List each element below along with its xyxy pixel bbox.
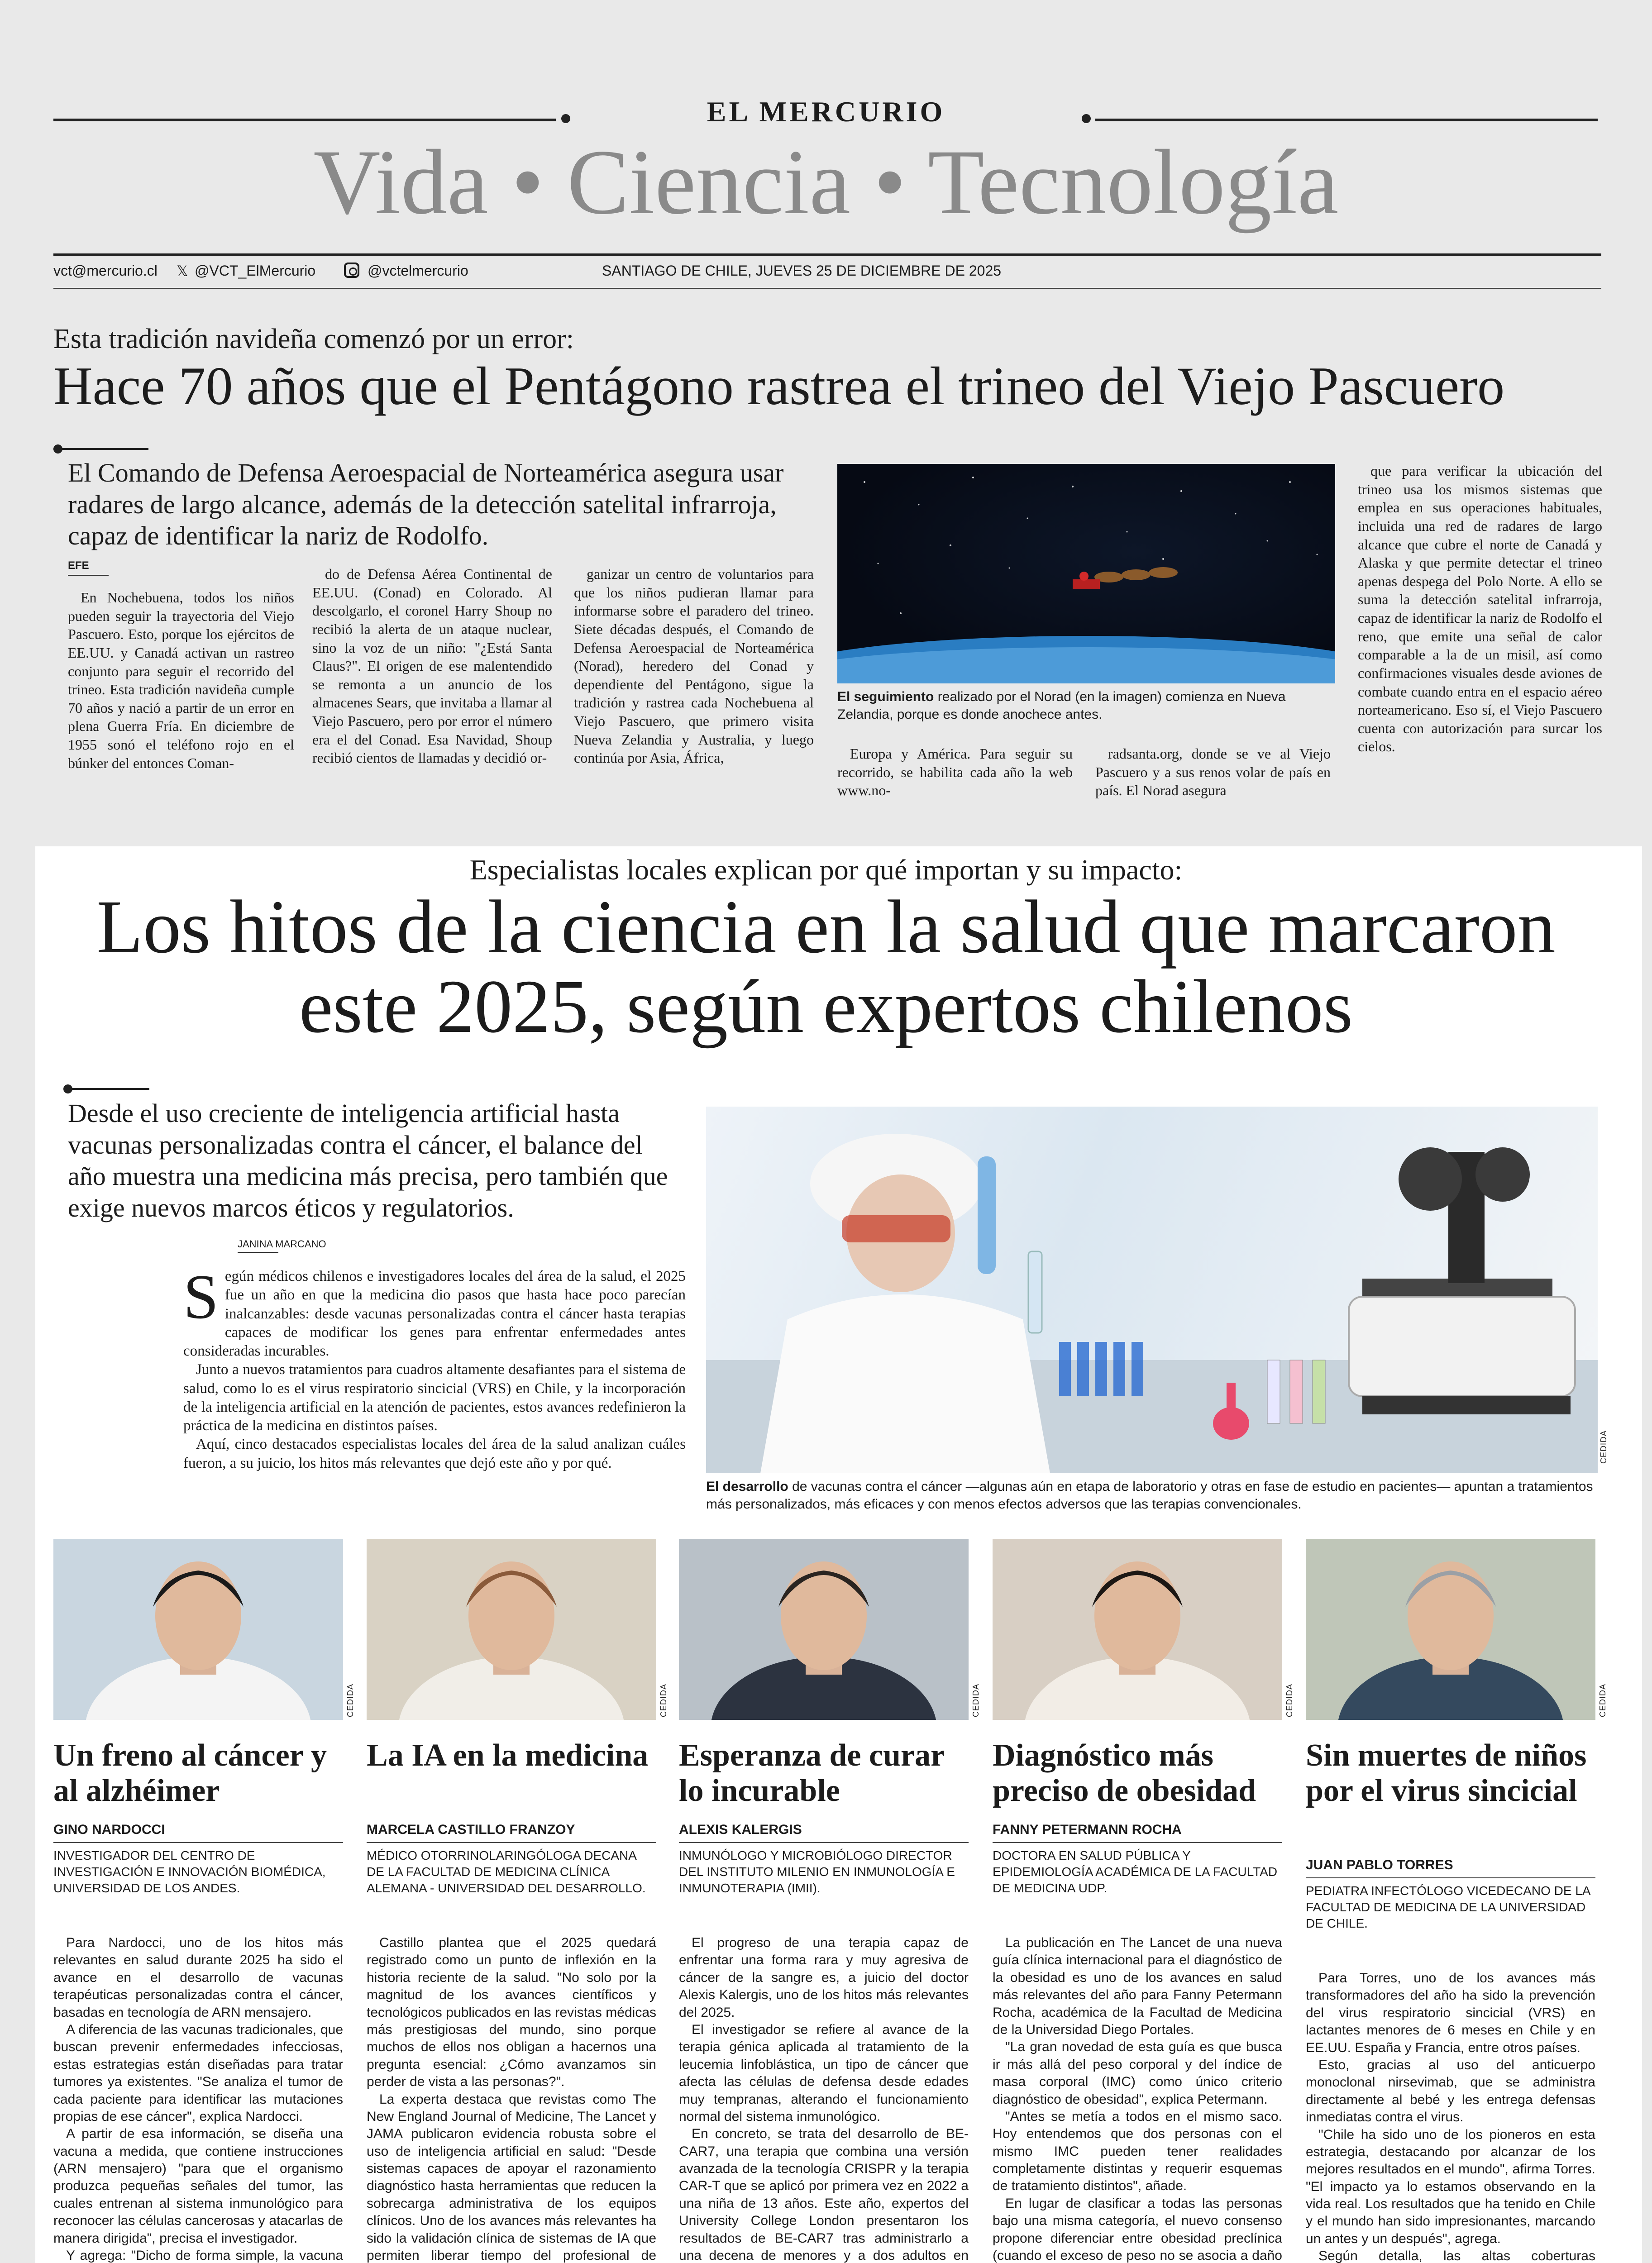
story2-lead: Desde el uso creciente de inteligencia artificial hasta vacunas personalizadas contra el cáncer, el balance del año muestra una medicina más precisa, pero también que exige nuevos marcos éticos y regulatorios.	[68, 1098, 668, 1222]
contact-email[interactable]: vct@mercurio.cl	[53, 263, 158, 279]
expert-paragraph: Según detalla, las altas coberturas	[1318, 2249, 1595, 2263]
expert-paragraph: En lugar de clasificar a todas las personas bajo una misma categoría, el nuevo consenso propone diferenciar entre obesidad preclínica (cuando el exceso de peso no se asocia a daño	[993, 2196, 1282, 2263]
story1-col6-text: que para verificar la ubicación del trineo usa los mismos sistemas que emplea en sus operaciones habituales, incluida una red de radares de largo alcance que cubre el norte de Canadá y Alaska y que permite detectar el trineo apenas despega del Polo Norte. A ello se suma la detección satelital infrarroja, capaz de identificar la nariz de Rodolfo el reno, que emite una señal de calor comparable a la de un misil, así como confirmaciones visuales desde aviones de combate cuando entra en el espacio aéreo norteamericano. Eso sí, el Viejo Pascuero cuenta con autorización para surcar los cielos.	[1358, 463, 1602, 755]
masthead-rule-left	[53, 119, 556, 121]
story1-col3-text: ganizar un centro de voluntarios para que los niños pudieran llamar para informarse sobre el paradero del trineo. Siete décadas después, el Comando de Defensa Aeroespacial de Norteamérica (Norad), heredero del Conad y dependiente del Pentágono, sigue la tradición y rastrea cada Nochebuena al Viejo Pascuero, que primero visita Nueva Zelandia y Australia, y luego continúa por Asia, África,	[574, 566, 814, 766]
expert-paragraph: Para Torres, uno de los avances más transformadores del año ha sido la prevención del virus respiratorio sincicial (VRS) en lactantes menores de 6 meses en Chile y en EE.UU. España y Francia, entre otros países.	[1306, 1971, 1595, 2055]
expert-paragraph: "La gran novedad de esta guía es que busca ir más allá del peso corporal y del índice de masa corporal (IMC) como único criterio diagnóstico de obesidad", explica Petermann.	[993, 2039, 1282, 2107]
caption2-text: de vacunas contra el cáncer —algunas aún en etapa de laboratorio y otras en fase de estudio en pacientes— apuntan a tratamientos más personalizados, más eficaces y con menos efectos adversos que las terapias convencionales.	[706, 1479, 1593, 1512]
expert-photo	[367, 1539, 656, 1720]
newspaper-name: EL MERCURIO	[707, 95, 945, 128]
expert-portrait	[53, 1539, 343, 1720]
expert-name-rule	[679, 1842, 969, 1843]
story1-lead: El Comando de Defensa Aeroespacial de Norteamérica asegura usar radares de largo alcance, además de la detección satelital infrarroja, capaz de identificar la nariz de Rodolfo.	[68, 458, 784, 551]
expert-headline: Diagnóstico más preciso de obesidad	[993, 1738, 1256, 1809]
ig-handle[interactable]: @vctelmercurio	[368, 263, 468, 279]
intro-p2: Junto a nuevos tratamientos para cuadros altamente desafiantes para el sistema de salud, como lo es el virus respiratorio sincicial (VRS) en Chile, y la incorporación de la inteligencia artificial en la atención de pacientes, estos avances redefinieron la práctica de la medicina en distintos países.	[183, 1361, 686, 1434]
story2-byline: JANINA MARCANO	[238, 1238, 326, 1250]
story1-col4	[837, 745, 1073, 800]
expert-name: ALEXIS KALERGIS	[679, 1822, 802, 1837]
caption-text: realizado por el Norad (en la imagen) comienza en Nueva Zelandia, porque es donde anochece antes.	[837, 689, 1286, 722]
story1-col6	[1358, 462, 1602, 756]
caption2-bold: El desarrollo	[706, 1479, 788, 1494]
expert-body	[993, 1934, 1282, 2263]
expert-paragraph: A diferencia de las vacunas tradicionales, que buscan prevenir enfermedades infecciosas, estas estrategias están diseñadas para tratar tumores ya existentes. "Se analiza el tumor de cada paciente para identificar las mutaciones propias de ese cáncer", explica Nardocci.	[53, 2022, 343, 2124]
story1-col2	[312, 565, 552, 767]
expert-photo-credit: CEDIDA	[971, 1684, 980, 1718]
expert-name-rule	[367, 1842, 656, 1843]
intro-p1: egún médicos chilenos e investigadores locales del área de la salud, el 2025 fue un año en que la medicina dio pasos que hasta hace poco parecían inalcanzables: desde vacunas personalizadas contra el cáncer hasta terapias capaces de modificar los genes para enfrentar enfermedades antes consideradas incurables.	[183, 1268, 686, 1359]
caption-bold: El seguimiento	[837, 689, 934, 704]
expert-role: MÉDICO OTORRINOLARINGÓLOGA DECANA DE LA FACULTAD DE MEDICINA CLÍNICA ALEMANA - UNIVERSIDAD DEL DESARROLLO.	[367, 1848, 646, 1895]
expert-body	[53, 1934, 343, 2263]
expert-name: FANNY PETERMANN ROCHA	[993, 1822, 1182, 1837]
story1-byline: EFE	[68, 559, 89, 572]
expert-name-rule	[1306, 1877, 1595, 1878]
expert-name: JUAN PABLO TORRES	[1306, 1857, 1453, 1872]
lead2-dot	[63, 1084, 72, 1093]
masthead-dot-left	[561, 114, 570, 123]
expert-paragraph: El investigador se refiere al avance de la terapia génica aplicada al tratamiento de la leucemia linfoblástica, un tipo de cáncer que afecta las células de defensa desde edades muy tempranas, alterando el funcionamiento normal del sistema inmunológico.	[679, 2022, 969, 2124]
expert-photo-credit: CEDIDA	[1598, 1684, 1607, 1718]
expert-body	[367, 1934, 656, 2263]
story1-col1-text: En Nochebuena, todos los niños pueden seguir la trayectoria del Viejo Pascuero. Esto, porque los ejércitos de EE.UU. y Canadá activan un rastreo conjunto para seguir el recorrido del trineo. Esta tradición navideña cumple 70 años y nació a partir de un error en plena Guerra Fría. En diciembre de 1955 sonó el teléfono rojo en el búnker del entonces Coman-	[68, 589, 294, 771]
byline-rule	[68, 575, 109, 576]
masthead-dot-right	[1082, 114, 1091, 123]
expert-paragraph: Esto, gracias al uso del anticuerpo monoclonal nirsevimab, que se administra directamente al bebé y les entrega defensas inmediatas contra el virus.	[1306, 2057, 1595, 2125]
story2-photo-caption	[706, 1478, 1598, 1513]
x-handle[interactable]: @VCT_ElMercurio	[195, 263, 316, 279]
story2-intro	[183, 1262, 686, 1473]
expert-photo-credit: CEDIDA	[1285, 1684, 1294, 1718]
lead2-rule	[68, 1088, 149, 1090]
story1-col4-text: Europa y América. Para seguir su recorrido, se habilita cada año la web www.no-	[837, 745, 1073, 799]
story1-col5	[1095, 745, 1331, 800]
expert-portrait	[367, 1539, 656, 1720]
section-title: Vida • Ciencia • Tecnología	[313, 131, 1339, 234]
expert-body	[1306, 1970, 1595, 2263]
expert-name: GINO NARDOCCI	[53, 1822, 165, 1837]
expert-paragraph: La experta destaca que revistas como The New England Journal of Medicine, The Lancet y JAMA publicaron evidencia robusta sobre el uso de inteligencia artificial en salud: "Desde sistemas capaces de apoyar el razonamiento diagnóstico hasta herramientas que reducen la sobrecarga administrativa de los equipos clínicos. Uno de los avances más relevantes ha sido la validación clínica de sistemas de IA que permiten liberar tiempo del profesional de	[367, 2091, 656, 2263]
expert-name-rule	[53, 1842, 343, 1843]
expert-headline: La IA en la medicina	[367, 1738, 649, 1773]
masthead-rule-right	[1095, 119, 1598, 121]
lab-illustration	[706, 1107, 1598, 1473]
topbar-rule-bottom	[53, 288, 1601, 289]
expert-headline: Un freno al cáncer y al alzhéimer	[53, 1738, 327, 1809]
story1-headline: Hace 70 años que el Pentágono rastrea el trineo del Viejo Pascuero	[53, 356, 1505, 416]
lead-rule	[53, 448, 148, 450]
dateline: SANTIAGO DE CHILE, JUEVES 25 DE DICIEMBRE DE 2025	[602, 263, 1002, 279]
x-logo-icon: 𝕏	[177, 263, 188, 279]
expert-portrait	[1306, 1539, 1595, 1720]
story1-col3	[574, 565, 814, 767]
expert-photo	[993, 1539, 1282, 1720]
topbar-rule-top	[53, 253, 1601, 256]
story1-kicker: Esta tradición navideña comenzó por un error:	[53, 324, 574, 354]
expert-photo	[1306, 1539, 1595, 1720]
expert-headline: Esperanza de curar lo incurable	[679, 1738, 944, 1809]
intro-p3: Aquí, cinco destacados especialistas locales del área de la salud analizan cuáles fueron, a su juicio, los hitos más relevantes que dejó este año y por qué.	[183, 1436, 686, 1471]
expert-photo	[679, 1539, 969, 1720]
expert-role: INVESTIGADOR DEL CENTRO DE INVESTIGACIÓN E INNOVACIÓN BIOMÉDICA, UNIVERSIDAD DE LOS ANDES.	[53, 1848, 326, 1895]
expert-name: MARCELA CASTILLO FRANZOY	[367, 1822, 575, 1837]
expert-body	[679, 1934, 969, 2263]
expert-role: PEDIATRA INFECTÓLOGO VICEDECANO DE LA FACULTAD DE MEDICINA DE LA UNIVERSIDAD DE CHILE.	[1306, 1884, 1590, 1930]
drop-cap: S	[183, 1262, 219, 1332]
story1-col1	[68, 588, 294, 772]
expert-paragraph: Y agrega: "Dicho de forma simple, la vacuna	[66, 2248, 343, 2263]
expert-paragraph: El progreso de una terapia capaz de enfrentar una forma rara y muy agresiva de cáncer de la sangre es, a juicio del doctor Alexis Kalergis, uno de los hitos más relevantes del 2025.	[679, 1935, 969, 2020]
expert-paragraph: Castillo plantea que el 2025 quedará registrado como un punto de inflexión en la historia reciente de la salud. "No solo por la magnitud de los avances científicos y tecnológicos publicados en las revistas médicas más prestigiosas del mundo, sino porque muchos de ellos nos obligan a hacernos una pregunta esencial: ¿Cómo avanzamos sin perder de vista a las personas?".	[367, 1935, 656, 2090]
expert-paragraph: Para Nardocci, uno de los hitos más relevantes en salud durante 2025 ha sido el avance en el desarrollo de vacunas terapéuticas personalizadas contra el cáncer, basadas en tecnología de ARN mensajero.	[53, 1935, 343, 2020]
expert-photo-credit: CEDIDA	[659, 1684, 668, 1718]
expert-name-rule	[993, 1842, 1282, 1843]
expert-photo-credit: CEDIDA	[346, 1684, 355, 1718]
expert-portrait	[679, 1539, 969, 1720]
expert-paragraph: En concreto, se trata del desarrollo de BE-CAR7, una terapia que combina una versión avanzada de la tecnología CRISPR y la terapia CAR-T que se aplicó por primera vez en 2022 a una niña de 13 años. Este año, expertos del University College London presentaron los resultados de BE-CAR7 tras administrarlo a una decena de menores y a dos adultos en	[679, 2126, 969, 2263]
expert-paragraph: "Chile ha sido uno de los pioneros en esta estrategia, destacando por alcanzar de los mejores resultados en el mundo", afirma Torres. "El impacto ya lo estamos observando en la vida real. Los resultados que ha tenido en Chile y el mundo han sido impresionantes, marcando un antes y un después", agrega.	[1306, 2127, 1595, 2246]
lab-photo-credit: CEDIDA	[1599, 1430, 1608, 1464]
story2-kicker: Especialistas locales explican por qué importan y su impacto:	[469, 854, 1183, 886]
expert-paragraph: La publicación en The Lancet de una nueva guía clínica internacional para el diagnóstico de la obesidad es uno de los avances en salud más relevantes del año para Fanny Petermann Rocha, académica de la Facultad de Medicina de la Universidad Diego Portales.	[993, 1935, 1282, 2037]
instagram-icon	[344, 263, 359, 278]
expert-role: DOCTORA EN SALUD PÚBLICA Y EPIDEMIOLOGÍA ACADÉMICA DE LA FACULTAD DE MEDICINA UDP.	[993, 1848, 1278, 1895]
story2-headline: Los hitos de la ciencia en la salud que marcaron este 2025, según expertos chilenos	[96, 885, 1556, 1049]
expert-photo	[53, 1539, 343, 1720]
story1-col5-text: radsanta.org, donde se ve al Viejo Pascuero y a sus renos volar de país en país. El Norad asegura	[1095, 745, 1331, 799]
sleigh-illustration	[837, 464, 1335, 683]
sleigh-photo	[837, 464, 1335, 683]
byline2-rule	[238, 1252, 278, 1253]
expert-headline: Sin muertes de niños por el virus sincicial	[1306, 1738, 1587, 1809]
expert-portrait	[993, 1539, 1282, 1720]
story1-col2-text: do de Defensa Aérea Continental de EE.UU. (Conad) en Colorado. Al descolgarlo, el coronel Harry Shoup no recibió la alerta de un ataque nuclear, sino la voz de un niño: "¿Está Santa Claus?". El origen de ese malentendido se remonta a un anuncio de los almacenes Sears, que invitaba a llamar al Viejo Pascuero, pero por error el número era el del Conad. Esa Navidad, Shoup recibió cientos de llamadas y decidió or-	[312, 566, 552, 766]
lead-dot	[53, 444, 62, 454]
expert-role: INMUNÓLOGO Y MICROBIÓLOGO DIRECTOR DEL INSTITUTO MILENIO EN INMUNOLOGÍA E INMUNOTERAPIA (IMII).	[679, 1848, 955, 1895]
story1-photo-caption	[837, 688, 1335, 723]
expert-paragraph: A partir de esa información, se diseña una vacuna a medida, que contiene instrucciones (ARN mensajero) "para que el organismo produzca pequeñas señales del tumor, las cuales entrenan al sistema inmunológico para reconocer las células cancerosas y atacarlas de manera dirigida", precisa el investigador.	[53, 2126, 343, 2246]
expert-paragraph: "Antes se metía a todos en el mismo saco. Hoy entendemos que dos personas con el mismo IMC pueden tener realidades completamente distintas y requerir esquemas de tratamiento distintos", añade.	[993, 2109, 1282, 2194]
lab-photo	[706, 1107, 1598, 1473]
